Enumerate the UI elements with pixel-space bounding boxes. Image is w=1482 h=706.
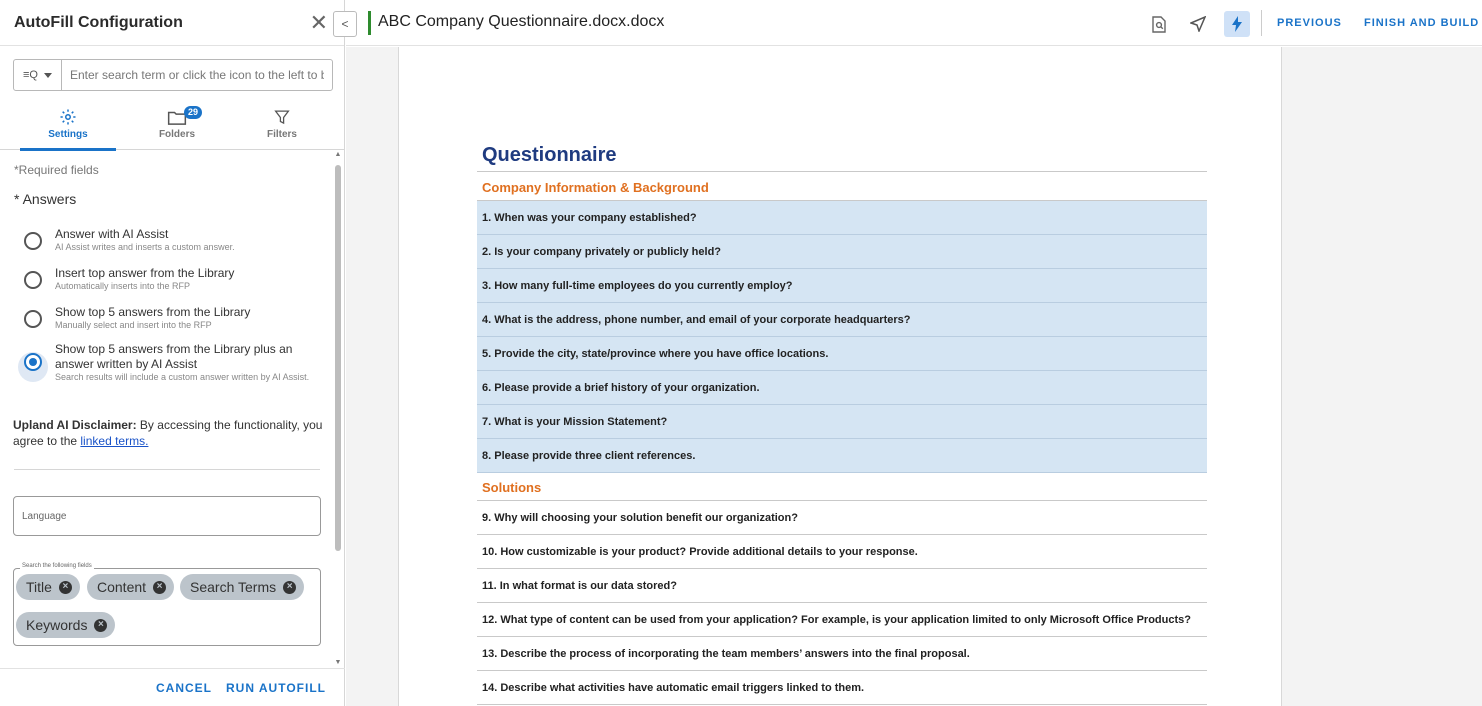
chip-label: Search Terms — [190, 579, 277, 595]
ai-disclaimer — [13, 417, 323, 449]
option-label: Show top 5 answers from the Library plus an answer written by AI Assist — [55, 342, 293, 371]
run-autofill-button[interactable]: RUN AUTOFILL — [226, 680, 326, 695]
search-mode-icon: ≡Q — [23, 69, 38, 81]
language-label: Language — [22, 510, 67, 522]
panel-header — [0, 0, 344, 46]
tab-filters-label: Filters — [266, 129, 297, 140]
linked-terms-link[interactable]: linked terms. — [80, 434, 149, 448]
folders-count-badge: 29 — [184, 106, 202, 119]
disclaimer-title: Upland AI Disclaimer: — [13, 418, 137, 432]
scroll-thumb[interactable] — [335, 165, 341, 551]
send-button[interactable] — [1185, 11, 1211, 37]
tab-settings-label: Settings — [48, 129, 88, 140]
search-fields-legend: Search the following fields — [22, 563, 92, 569]
option-description: Automatically inserts into the RFP — [55, 281, 191, 291]
document-page — [398, 47, 1282, 706]
panel-tabs — [0, 104, 345, 150]
question-row[interactable]: 6. Please provide a brief history of your organization. — [477, 371, 1207, 405]
collapse-panel-button[interactable]: < — [333, 11, 357, 37]
document-heading: Questionnaire — [482, 144, 617, 166]
question-row[interactable]: 14. Describe what activities have automatic email triggers linked to them. — [477, 671, 1207, 705]
chip-label: Title — [26, 579, 52, 595]
chip-title[interactable] — [16, 574, 80, 600]
answer-option-show-top5-plus-ai[interactable] — [24, 342, 324, 383]
cancel-button[interactable]: CANCEL — [156, 680, 212, 695]
question-row[interactable]: 11. In what format is our data stored? — [477, 569, 1207, 603]
answers-heading: * Answers — [14, 191, 77, 207]
gear-icon — [59, 108, 77, 126]
radio-button-selected[interactable] — [24, 353, 42, 371]
chip-remove-icon[interactable]: × — [153, 581, 166, 594]
settings-scrollbar[interactable] — [334, 151, 342, 669]
section-heading: Company Information & Background — [482, 180, 709, 195]
tab-filters[interactable] — [234, 104, 330, 150]
search-mode-dropdown[interactable] — [14, 60, 62, 90]
option-label: Answer with AI Assist — [55, 227, 169, 241]
question-row[interactable]: 7. What is your Mission Statement? — [477, 405, 1207, 439]
panel-footer — [0, 668, 345, 706]
tab-folders[interactable] — [129, 104, 225, 150]
search-input[interactable] — [62, 60, 332, 90]
question-row[interactable]: 12. What type of content can be used from your application? For example, is your application limited to only Microsoft Office Products? — [477, 603, 1207, 637]
preview-document-button[interactable] — [1146, 11, 1172, 37]
chip-search-terms[interactable] — [180, 574, 304, 600]
chip-label: Content — [97, 579, 147, 595]
divider — [14, 469, 320, 470]
question-row[interactable]: 1. When was your company established? — [477, 201, 1207, 235]
chevron-down-icon — [44, 73, 52, 78]
question-row[interactable]: 8. Please provide three client references. — [477, 439, 1207, 473]
toolbar-separator — [1261, 10, 1262, 36]
question-row[interactable]: 5. Provide the city, state/province where you have office locations. — [477, 337, 1207, 371]
chip-remove-icon[interactable]: × — [283, 581, 296, 594]
document-title: ABC Company Questionnaire.docx.docx — [378, 13, 665, 30]
radio-button[interactable] — [24, 271, 42, 289]
disclaimer-text: By accessing the functionality, you agree to the — [13, 418, 323, 448]
tab-folders-label: Folders — [158, 129, 196, 140]
question-row[interactable]: 2. Is your company privately or publicly held? — [477, 235, 1207, 269]
chip-content[interactable] — [87, 574, 174, 600]
option-label: Show top 5 answers from the Library — [55, 305, 251, 319]
close-icon[interactable]: ✕ — [309, 9, 328, 35]
required-note: *Required fields — [14, 163, 99, 177]
scroll-up-arrow-icon[interactable]: ▲ — [334, 151, 342, 158]
previous-button[interactable]: PREVIOUS — [1277, 17, 1342, 29]
tab-settings[interactable] — [20, 104, 116, 150]
search-box — [13, 59, 333, 91]
paper-plane-icon — [1190, 16, 1206, 32]
question-row[interactable]: 4. What is the address, phone number, and email of your corporate headquarters? — [477, 303, 1207, 337]
panel-title: AutoFill Configuration — [14, 13, 183, 31]
question-row[interactable]: 10. How customizable is your product? Provide additional details to your response. — [477, 535, 1207, 569]
option-description: Manually select and insert into the RFP — [55, 320, 212, 330]
chip-remove-icon[interactable]: × — [59, 581, 72, 594]
question-row[interactable]: 13. Describe the process of incorporating the team members’ answers into the final proposal. — [477, 637, 1207, 671]
chip-label: Keywords — [26, 617, 88, 633]
option-description: Search results will include a custom answer written by AI Assist. — [55, 372, 310, 382]
question-row[interactable]: 3. How many full-time employees do you currently employ? — [477, 269, 1207, 303]
option-label: Insert top answer from the Library — [55, 266, 235, 280]
option-description: AI Assist writes and inserts a custom answer. — [55, 242, 235, 252]
radio-button[interactable] — [24, 232, 42, 250]
language-field[interactable] — [13, 496, 321, 536]
answer-option-show-top5[interactable] — [24, 305, 324, 331]
search-fields-box[interactable] — [13, 563, 321, 646]
document-preview-icon — [1152, 16, 1166, 33]
document-toolbar — [346, 0, 1482, 46]
section-rule — [477, 171, 1207, 172]
radio-button[interactable] — [24, 310, 42, 328]
settings-scroll-area — [0, 151, 345, 669]
section-heading: Solutions — [482, 480, 542, 495]
chip-keywords[interactable] — [16, 612, 115, 638]
filter-icon — [274, 109, 290, 126]
question-row[interactable]: 9. Why will choosing your solution benefit our organization? — [477, 501, 1207, 535]
document-accent-bar — [368, 11, 371, 35]
autofill-toggle-button[interactable] — [1224, 11, 1250, 37]
autofill-panel — [0, 0, 345, 706]
lightning-bolt-icon — [1232, 16, 1242, 32]
answer-option-insert-top[interactable] — [24, 266, 324, 292]
chip-remove-icon[interactable]: × — [94, 619, 107, 632]
finish-and-build-button[interactable]: FINISH AND BUILD — [1364, 17, 1480, 29]
answer-option-ai-assist[interactable] — [24, 227, 324, 253]
scroll-down-arrow-icon[interactable]: ▼ — [334, 659, 342, 666]
